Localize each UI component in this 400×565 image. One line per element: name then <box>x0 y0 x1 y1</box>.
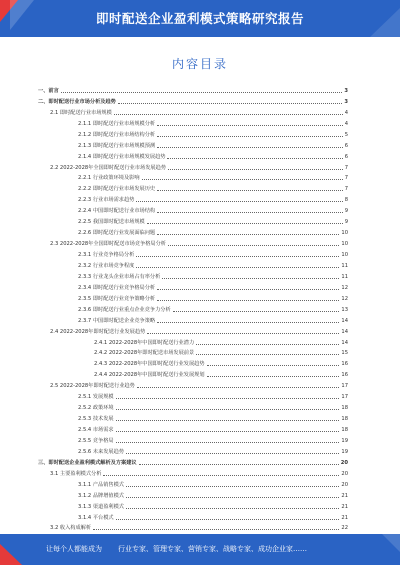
toc-entry-label: 2.4.3 2022-2028年中国即时配送行业发展趋势 <box>94 361 205 368</box>
toc-leader-dots <box>207 375 340 377</box>
toc-entry[interactable] <box>38 138 348 149</box>
toc-leader-dots <box>126 485 339 487</box>
toc-entry[interactable] <box>38 203 348 214</box>
toc-entry-page: 7 <box>344 164 348 171</box>
footer-slogan-left: 让每个人都能成为 <box>46 545 102 553</box>
toc-entry[interactable] <box>38 335 348 346</box>
toc-entry[interactable] <box>38 324 348 335</box>
toc-entry-page: 14 <box>341 339 348 346</box>
toc-entry-label: 3.1.1 产品销售模式 <box>78 481 124 488</box>
toc-leader-dots <box>207 364 340 366</box>
toc-leader-dots <box>139 463 339 465</box>
toc-entry-page: 19 <box>341 448 348 455</box>
toc-entry-page: 21 <box>341 514 348 521</box>
toc-leader-dots <box>103 474 339 476</box>
toc-entry[interactable] <box>38 444 348 455</box>
toc-entry[interactable] <box>38 269 348 280</box>
toc-entry[interactable] <box>38 422 348 433</box>
toc-entry[interactable] <box>38 356 348 367</box>
toc-entry-label: 2.2.1 行业政策环境及影响 <box>78 175 140 182</box>
toc-entry-page: 21 <box>341 492 348 499</box>
toc-entry-label: 2.3.7 中国即时配送企业竞争策略 <box>78 317 156 324</box>
toc-entry-page: 20 <box>340 459 348 466</box>
toc-entry-label: 2.1.2 即时配送行业市场结构分析 <box>78 131 156 138</box>
toc-entry-page: 10 <box>341 241 348 248</box>
toc-entry-label: 2.5.4 市场需求 <box>78 427 114 433</box>
toc-entry[interactable] <box>38 192 348 203</box>
toc-entry[interactable] <box>38 455 348 466</box>
toc-entry-page: 15 <box>341 350 348 357</box>
toc-entry-page: 5 <box>344 131 348 138</box>
toc-leader-dots <box>196 353 339 355</box>
toc-entry-label: 2.1.4 即时配送行业市场规模发展趋势 <box>78 153 166 160</box>
toc-entry-label: 2.2 2022-2028年全国即时配送行业市场发展趋势 <box>50 164 166 171</box>
toc-leader-dots <box>93 528 339 530</box>
toc-entry-label: 2.1.3 即时配送行业市场规模预测 <box>78 142 156 149</box>
toc-entry-page: 18 <box>341 405 348 412</box>
toc-leader-dots <box>147 222 343 224</box>
toc-entry-page: 6 <box>344 153 348 160</box>
toc-entry-label: 2.3 2022-2028年全国即时配送市场竞争格局分析 <box>50 241 166 248</box>
toc-entry-label: 3.1.4 平台模式 <box>78 514 114 521</box>
toc-leader-dots <box>126 496 339 498</box>
toc-leader-dots <box>157 299 339 301</box>
toc-entry-label: 2.2.4 中国即时配送行业市场结构 <box>78 208 156 215</box>
toc-entry-page: 3 <box>344 87 348 94</box>
toc-leader-dots <box>168 244 339 246</box>
toc-leader-dots <box>157 124 343 126</box>
toc-entry-label: 2.2.5 我国即时配送市场规模 <box>78 219 145 226</box>
toc-entry-page: 7 <box>344 186 348 193</box>
toc-entry-page: 13 <box>341 306 348 313</box>
toc-entry-page: 3 <box>344 98 348 105</box>
toc-entry[interactable] <box>38 171 348 182</box>
toc-entry[interactable] <box>38 499 348 510</box>
toc-entry[interactable] <box>38 160 348 171</box>
toc-leader-dots <box>136 200 342 202</box>
toc-leader-dots <box>157 135 343 137</box>
toc-entry-page: 11 <box>341 262 348 269</box>
toc-leader-dots <box>116 518 340 520</box>
toc-entry-label: 2.4.2 2022-2028年即时配送市场发展前景 <box>94 350 195 357</box>
toc-entry-label: 2.3.1 行业竞争格局分析 <box>78 252 135 258</box>
toc-entry-page: 4 <box>344 120 348 127</box>
toc-leader-dots <box>116 408 340 410</box>
toc-entry-page: 10 <box>341 230 348 237</box>
toc-entry-label: 2.1 即时配送行业市场规模 <box>50 109 112 116</box>
toc-entry[interactable] <box>38 105 348 116</box>
toc-entry-page: 16 <box>341 361 348 368</box>
toc-entry-page: 17 <box>341 394 348 401</box>
toc-leader-dots <box>157 321 339 323</box>
toc-entry[interactable] <box>38 291 348 302</box>
toc-leader-dots <box>157 288 339 290</box>
toc-leader-dots <box>61 91 343 93</box>
toc-leader-dots <box>157 211 343 213</box>
toc-entry-page: 14 <box>341 328 348 335</box>
toc-entry[interactable] <box>38 116 348 127</box>
toc-entry-label: 2.5.2 政策环境 <box>78 405 114 412</box>
toc-entry-label: 2.2.2 即时配送行业市场发展历史 <box>78 186 156 193</box>
toc-entry-page: 12 <box>341 284 348 291</box>
toc-leader-dots <box>136 255 339 257</box>
toc-entry-label: 二、即时配送行业市场分析及趋势 <box>38 98 116 105</box>
toc-entry-label: 2.4.4 2022-2028年中国即时配送行业发展规划 <box>94 372 205 379</box>
toc-entry-label: 3.1.3 渠道盈利模式 <box>78 503 124 510</box>
toc-entry-page: 21 <box>341 503 348 510</box>
toc-leader-dots <box>167 157 342 159</box>
toc-entry[interactable] <box>38 247 348 258</box>
toc-leader-dots <box>116 397 340 399</box>
toc-leader-dots <box>157 189 343 191</box>
toc-entry[interactable] <box>38 477 348 488</box>
toc-leader-dots <box>162 277 339 279</box>
toc-entry-page: 9 <box>344 208 348 215</box>
toc-entry[interactable] <box>38 127 348 138</box>
toc-entry-label: 3.2 收入构成解析 <box>50 525 92 532</box>
toc-entry-label: 2.3.4 即时配送行业竞争格局分析 <box>78 284 156 291</box>
toc-leader-dots <box>116 441 340 443</box>
toc-entry-label: 2.3.2 行业市场竞争程度 <box>78 262 135 269</box>
toc-entry[interactable] <box>38 521 348 532</box>
toc-entry[interactable] <box>38 367 348 378</box>
toc-leader-dots <box>147 332 339 334</box>
toc-entry[interactable] <box>38 346 348 357</box>
toc-leader-dots <box>142 178 343 180</box>
toc-heading: 内容目录 <box>171 57 228 71</box>
toc-entry-label: 2.1.1 即时配送行业市场规模分析 <box>78 120 156 127</box>
toc-entry[interactable] <box>38 280 348 291</box>
toc-entry-page: 11 <box>341 273 348 280</box>
toc-leader-dots <box>137 386 340 388</box>
toc-entry-label: 三、即时配送企业盈利模式解析及方案建议 <box>38 459 137 466</box>
toc-entry-label: 2.4 2022-2028年即时配送行业发展趋势 <box>50 328 146 335</box>
toc-entry-label: 2.5 2022-2028年即时配送行业趋势 <box>50 383 135 390</box>
toc-entry[interactable] <box>38 225 348 236</box>
toc-leader-dots <box>157 146 343 148</box>
toc-leader-dots <box>126 507 339 509</box>
toc-entry-label: 2.3.5 即时配送行业竞争策略分析 <box>78 295 156 302</box>
toc-entry[interactable] <box>38 411 348 422</box>
toc-leader-dots <box>114 113 343 115</box>
report-title: 即时配送企业盈利模式策略研究报告 <box>95 11 304 26</box>
toc-entry-label: 3.1.2 品牌增值模式 <box>78 492 124 499</box>
toc-entry[interactable] <box>38 400 348 411</box>
toc-entry[interactable] <box>38 94 348 105</box>
toc-entry-page: 19 <box>341 437 348 444</box>
toc-entry-page: 12 <box>341 295 348 302</box>
toc-leader-dots <box>116 419 340 421</box>
toc-entry-page: 9 <box>344 219 348 226</box>
toc-entry[interactable] <box>38 83 348 94</box>
toc-entry-page: 18 <box>341 416 348 423</box>
toc-leader-dots <box>136 266 339 268</box>
toc-leader-dots <box>196 343 339 345</box>
toc-entry-label: 2.4.1 2022-2028年中国即时配送行业潜力 <box>94 339 195 346</box>
table-of-contents <box>38 83 348 531</box>
toc-entry-page: 17 <box>341 383 348 390</box>
toc-entry[interactable] <box>38 378 348 389</box>
toc-entry[interactable] <box>38 433 348 444</box>
toc-entry[interactable] <box>38 214 348 225</box>
toc-entry-page: 7 <box>344 175 348 182</box>
toc-entry-label: 2.2.6 即时配送行业发展面临问题 <box>78 230 156 237</box>
toc-entry[interactable] <box>38 258 348 269</box>
toc-entry-label: 2.5.3 技术发展 <box>78 416 114 423</box>
toc-entry-page: 20 <box>341 470 348 477</box>
toc-leader-dots <box>168 168 343 170</box>
toc-entry-page: 16 <box>341 372 348 379</box>
footer-slogan-right: 行业专家、管理专家、营销专家、战略专家、成功企业家…… <box>118 545 307 553</box>
toc-entry[interactable] <box>38 488 348 499</box>
toc-entry-label: 2.5.5 竞争格局 <box>78 437 114 444</box>
toc-entry[interactable] <box>38 313 348 324</box>
toc-entry[interactable] <box>38 181 348 192</box>
toc-entry-page: 20 <box>341 481 348 488</box>
toc-entry-page: 22 <box>341 525 348 532</box>
toc-entry-label: 2.3.3 行业龙头企业市场占有率分析 <box>78 273 161 280</box>
page-footer <box>0 534 400 565</box>
toc-entry-label: 3.1 主要盈利模式分析 <box>50 470 102 477</box>
toc-entry-page: 4 <box>344 109 348 116</box>
toc-entry-page: 8 <box>344 197 348 204</box>
toc-entry[interactable] <box>38 302 348 313</box>
toc-entry[interactable] <box>38 236 348 247</box>
toc-entry-label: 一、前言 <box>38 87 59 94</box>
toc-entry-page: 14 <box>341 317 348 324</box>
page-header <box>0 0 400 37</box>
toc-entry-label: 2.3.6 即时配送行业重点企业竞争力分析 <box>78 306 171 313</box>
toc-entry-page: 6 <box>344 142 348 149</box>
toc-entry[interactable] <box>38 466 348 477</box>
toc-entry[interactable] <box>38 149 348 160</box>
toc-entry-page: 18 <box>341 427 348 433</box>
toc-entry-label: 2.5.6 未来发展趋势 <box>78 448 124 455</box>
toc-leader-dots <box>126 452 339 454</box>
toc-entry-page: 10 <box>341 252 348 258</box>
toc-entry-label: 2.2.3 行业市场需求趋势 <box>78 197 135 204</box>
toc-leader-dots <box>118 102 343 104</box>
toc-entry[interactable] <box>38 510 348 521</box>
toc-entry[interactable] <box>38 389 348 400</box>
toc-leader-dots <box>173 310 340 312</box>
toc-leader-dots <box>157 233 339 235</box>
toc-leader-dots <box>116 430 340 432</box>
toc-entry-label: 2.5.1 发展规模 <box>78 394 114 401</box>
